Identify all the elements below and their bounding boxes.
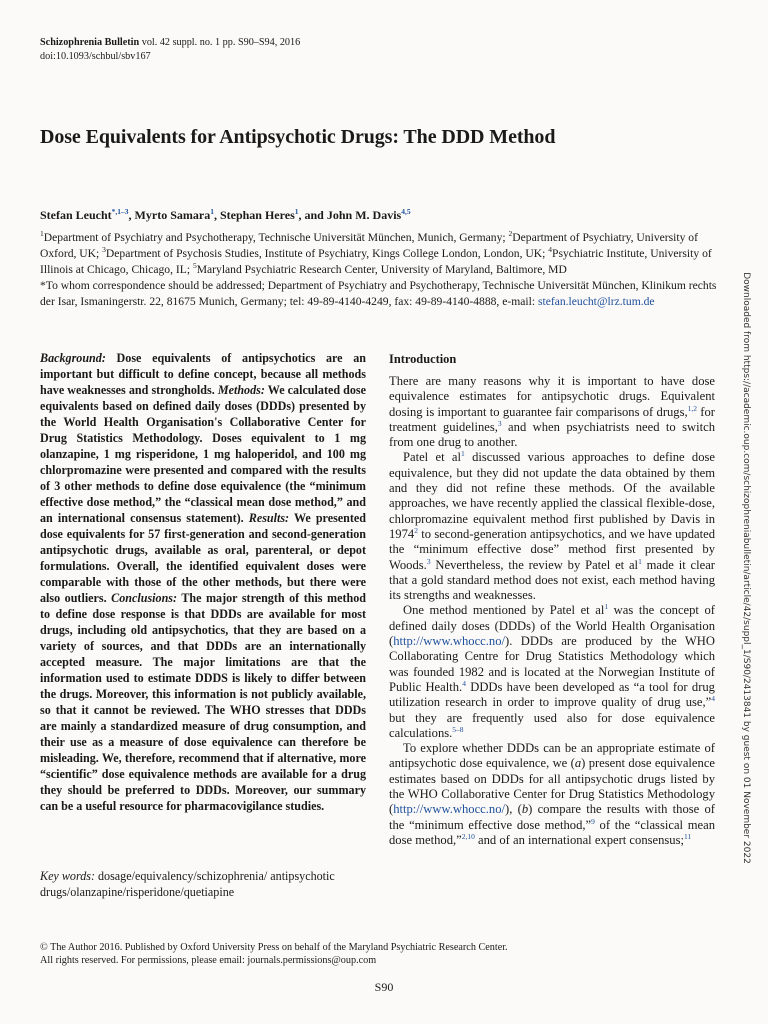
paragraph — [389, 603, 715, 741]
text-run: ). DDDs are produced by the WHO Collaborating Centre for Drug Statistics Methodology which was founded 1982 and is located at the Norwegian Institute of Public Health. — [389, 634, 715, 694]
text-run: made it clear that a gold standard method does not exist, each method having its strengths and weaknesses. — [389, 557, 715, 603]
citation-ref[interactable]: 1 — [638, 556, 642, 566]
abstract-background-text: Dose equivalents of antipsychotics are an important but difficult to define concept, because all methods have weaknesses and strongholds. — [40, 351, 366, 397]
article-title: Dose Equivalents for Antipsychotic Drugs: The DDD Method — [40, 126, 556, 148]
author-affil-sup[interactable]: 1 — [210, 207, 214, 216]
journal-header — [40, 36, 300, 64]
citation-ref[interactable]: 4 — [462, 678, 466, 688]
author-affil-sup[interactable]: 1 — [294, 207, 299, 216]
text-run: Nevertheless, the review by Patel et al — [430, 557, 639, 572]
section-heading: Introduction — [389, 352, 457, 366]
citation-ref[interactable]: 9 — [591, 816, 595, 826]
citation-ref[interactable]: 2,10 — [461, 831, 475, 841]
introduction-body — [389, 374, 715, 848]
text-run: to second-generation antipsychotics, and we have updated the “minimum effective dose” method first presented by Woods. — [389, 526, 715, 572]
text-run: One method mentioned by Patel et al — [403, 603, 605, 618]
paragraph — [389, 450, 715, 603]
text-run: and of an international expert consensus; — [474, 832, 685, 847]
download-watermark — [739, 228, 753, 908]
text-run: To explore whether DDDs can be an appropriate estimate of antipsychotic dose equivalence, we ( — [389, 741, 715, 771]
whocc-link[interactable]: http://www.whocc.no/ — [393, 634, 506, 649]
author-list — [40, 208, 411, 223]
text-run: for treatment guidelines, — [389, 404, 715, 434]
author-name[interactable]: Stefan Leucht — [40, 208, 112, 222]
doi: doi:10.1093/schbul/sbv167 — [40, 51, 151, 62]
text-run: ) compare the results with those of the “minimum effective dose method,” — [389, 802, 716, 832]
affil-marker: 5 — [192, 261, 197, 271]
citation-ref[interactable]: 1,2 — [687, 403, 698, 413]
citation-ref[interactable]: 4 — [711, 694, 715, 704]
affiliations — [40, 230, 720, 278]
abstract-methods-text: We calculated dose equivalents based on defined daily doses (DDDs) presented by the World Health Organisation's Collaborative Center for Drug Statistics Methodology. Doses equivalent to 1 mg olanzapine, 1 mg risperidone, 1 mg haloperidol, and 100 mg chlorpromazine were presented and compared with the results of 3 other methods to define dose equivalence (the “minimum effective dose method,” the “classical mean dose method,” and an international consensus statement). — [40, 383, 367, 525]
text-run: Patel et al — [403, 450, 461, 465]
text-run: but they are frequently used also for dose equivalence calculations. — [389, 710, 715, 740]
affil-text: Department of Psychiatry and Psychotherapy, Technische Universität München, Munich, Germany; — [43, 231, 509, 244]
download-watermark-text: Downloaded from https://academic.oup.com/schizophreniabulletin/article/42/suppl_1/S90/2413841 by guest on 01 November 2022 — [741, 272, 751, 864]
journal-name: Schizophrenia Bulletin — [40, 37, 140, 48]
citation: vol. 42 suppl. no. 1 pp. S90–S94, 2016 — [139, 37, 301, 48]
affil-marker: 3 — [102, 245, 106, 255]
affil-marker: 2 — [508, 229, 513, 239]
citation-ref[interactable]: 11 — [684, 831, 692, 841]
correspondence-text: *To whom correspondence should be addressed; Department of Psychiatry and Psychotherapy, Technische Universität München, Klinikum rechts der Isar, Ismaningerstr. 22, 81675 Munich, Germany; tel: 49-89-4140-4249, fax: 49-89-4140-4888, e-mail: — [40, 279, 717, 308]
citation-ref[interactable]: 5–8 — [452, 724, 464, 734]
copyright-line: © The Author 2016. Published by Oxford University Press on behalf of the Maryland Psychiatric Research Center. — [40, 942, 508, 953]
author-name[interactable]: , Myrto Samara — [128, 208, 211, 222]
paragraph — [389, 741, 715, 848]
abstract-conclusions-text: The major strength of this method to define dose response is that DDDs are available for most drugs, including old antipsychotics, that they are based on a variety of sources, and that DDDs are an internationally accepted measure. The major limitations are that the information used to estimate DDDS is likely to differ between the drugs. Moreover, this information is not publicly available, so that it cannot be reviewed. The WHO stresses that DDDs are mainly a standardized measure of drug consumption, and their use as a measure of dose equivalence can therefore be misleading. We, therefore, recommend that if alternative, more “scientific” dose equivalence methods are available for a drug they should be preferred to DDDs. Moreover, our summary can be a useful resource for pharmacovigilance studies. — [40, 591, 366, 813]
text-run: ), ( — [505, 802, 522, 817]
affil-text: Psychiatric Institute, University of Illinois at Chicago, Chicago, IL; — [40, 247, 712, 276]
affil-text: Maryland Psychiatric Research Center, University of Maryland, Baltimore, MD — [196, 263, 567, 276]
affil-text: Department of Psychosis Studies, Institute of Psychiatry, Kings College London, London, UK; — [105, 247, 549, 260]
text-run: discussed various approaches to define dose equivalence, but they did not update the data obtained by them and they did not refine these methods. Of the available approaches, we have recently applied the classical flexible-dose, chlorpromazine equivalent method first published by Davis in 1974 — [389, 450, 715, 541]
text-run: DDDs have been developed as “a tool for drug utilization research in order to improve quality of drug use,” — [389, 679, 715, 710]
text-run: There are many reasons why it is important to have dose equivalence estimates for antipsychotic drugs. Equivalent dosing is important to guarantee fair comparisons of drugs, — [389, 374, 715, 419]
citation-ref[interactable]: 3 — [497, 418, 502, 428]
author-name[interactable]: , Stephan Heres — [213, 208, 295, 222]
permissions-line: All rights reserved. For permissions, please email: journals.permissions@oup.com — [40, 955, 377, 966]
citation-ref[interactable]: 1 — [604, 602, 609, 612]
email-link[interactable]: stefan.leucht@lrz.tum.de — [537, 295, 655, 308]
text-run: ) present dose equivalence estimates based on DDDs for all antipsychotic drugs listed by the WHO Collaborative Center for Drug Statistics Methodology ( — [389, 756, 715, 817]
citation-ref[interactable]: 3 — [426, 556, 431, 566]
abstract-background-label: Background: — [40, 351, 106, 365]
text-run: was the concept of defined daily doses (DDDs) of the World Health Organisation ( — [389, 603, 715, 649]
abstract-methods-label: Methods: — [217, 383, 265, 397]
text-run: and when psychiatrists need to switch from one drug to another. — [389, 419, 715, 450]
abstract — [40, 350, 366, 814]
affil-marker: 4 — [548, 245, 553, 255]
keywords-label: Key words: — [40, 869, 95, 883]
text-run: of the “classical mean dose method,” — [389, 817, 715, 847]
abstract-results-text: We presented dose equivalents for 57 first-generation and second-generation antipsychotic drugs, available as oral, parenteral, or depot formulations. Overall, the identified equivalent doses were comparable with those of the other methods, but there were also outliers. — [40, 511, 366, 605]
citation-ref[interactable]: 2 — [414, 525, 418, 535]
author-affil-sup[interactable]: 4,5 — [401, 207, 411, 216]
copyright-footer — [40, 941, 508, 967]
author-name[interactable]: , and John M. Davis — [298, 208, 402, 222]
correspondence — [40, 278, 720, 310]
whocc-link[interactable]: http://www.whocc.no/ — [393, 802, 506, 817]
page-number: S90 — [374, 980, 394, 994]
abstract-conclusions-label: Conclusions: — [111, 591, 178, 605]
text-run: a — [574, 756, 582, 771]
abstract-results-label: Results: — [248, 511, 290, 525]
keywords-text: dosage/equivalency/schizophrenia/ antipsychotic drugs/olanzapine/risperidone/quetiapine — [40, 869, 335, 899]
author-affil-sup[interactable]: *,1–3 — [111, 207, 129, 216]
citation-ref[interactable]: 1 — [461, 449, 465, 459]
affil-marker: 1 — [40, 229, 44, 239]
text-run: b — [521, 802, 529, 817]
keywords — [40, 868, 366, 900]
paragraph — [389, 374, 715, 450]
affil-text: Department of Psychiatry, University of Oxford, UK; — [40, 231, 698, 260]
